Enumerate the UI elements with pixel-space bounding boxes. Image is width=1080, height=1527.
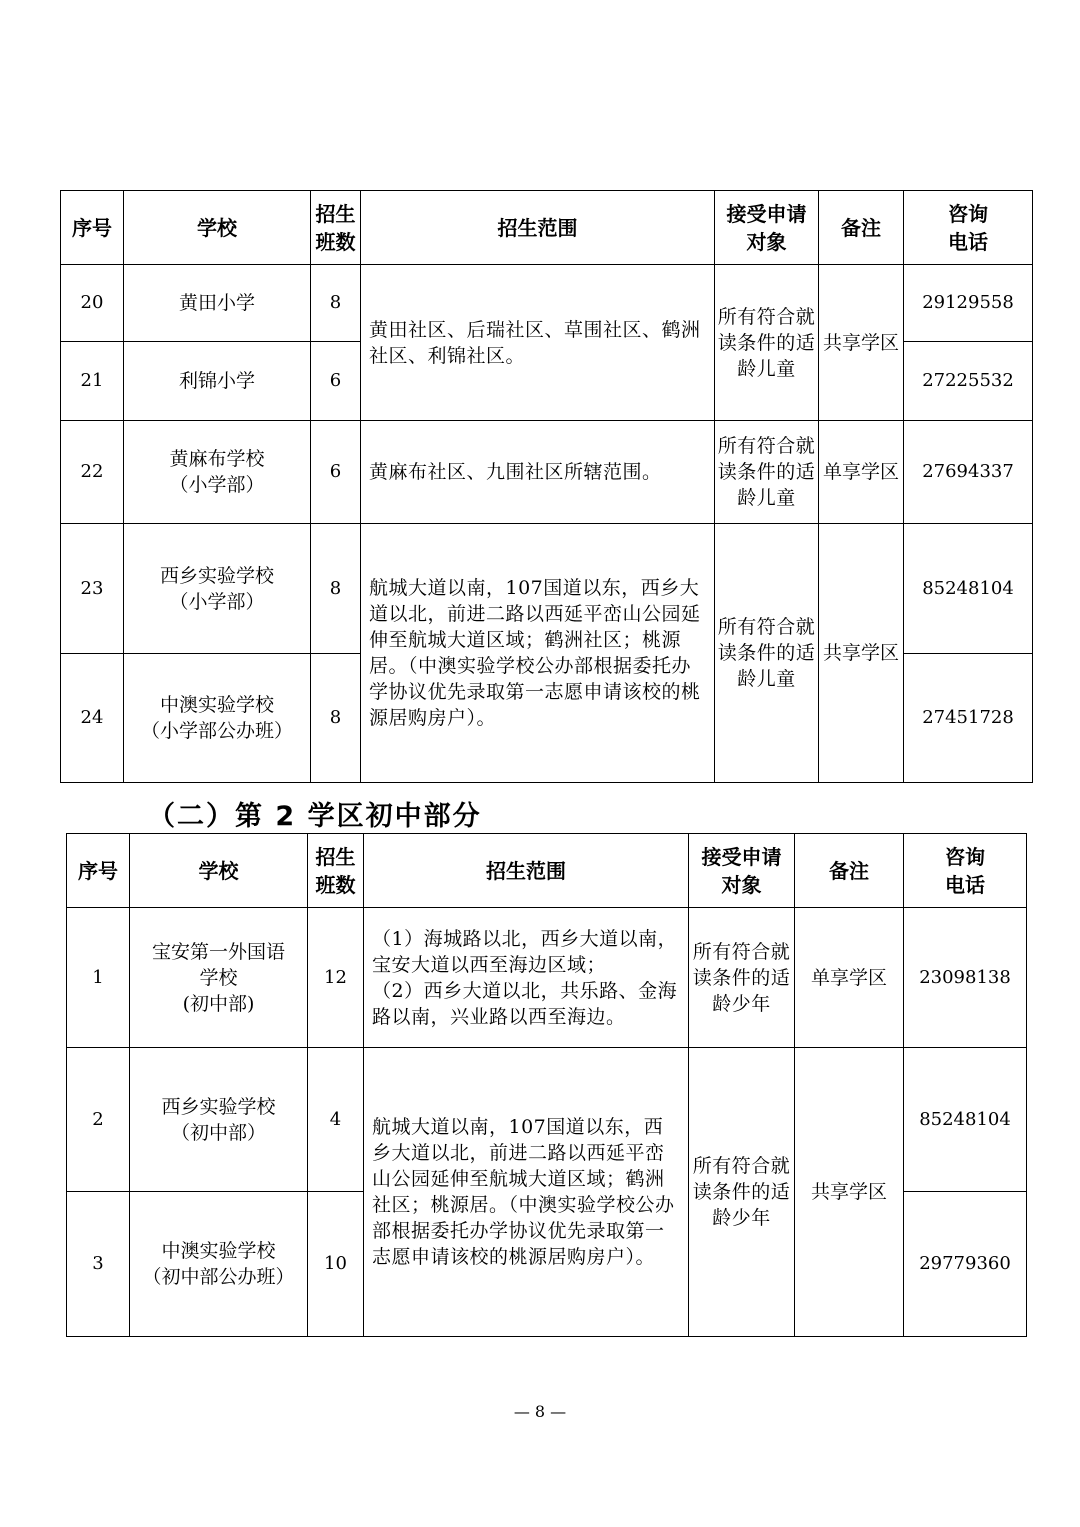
row-phone: 85248104: [904, 524, 1033, 654]
row-phone: 27225532: [904, 342, 1033, 421]
header-target: 接受申请 对象: [689, 834, 795, 908]
row-classes: 12: [308, 908, 364, 1048]
row-phone: 27694337: [904, 421, 1033, 524]
row-note: 共享学区: [795, 1048, 904, 1337]
table-row: [67, 908, 1027, 1048]
row-seq: 24: [61, 654, 124, 783]
row-seq: 3: [67, 1192, 130, 1337]
row-classes: 6: [311, 421, 361, 524]
row-school: 利锦小学: [124, 342, 311, 421]
table-row: [61, 524, 1033, 654]
row-seq: 20: [61, 265, 124, 342]
row-seq: 22: [61, 421, 124, 524]
row-range: 航城大道以南，107国道以东，西乡大道以北，前进二路以西延平峦山公园延伸至航城大道区域；鹤洲社区；桃源居。（中澳实验学校公办部根据委托办学协议优先录取第一志愿申请该校的桃源居购房户）。: [364, 1048, 689, 1337]
row-school: 黄田小学: [124, 265, 311, 342]
header-target: 接受申请 对象: [715, 191, 819, 265]
page-number: — 8 —: [513, 1402, 567, 1421]
header-classes: 招生 班数: [308, 834, 364, 908]
row-phone: 27451728: [904, 654, 1033, 783]
row-note: 单享学区: [795, 908, 904, 1048]
table-header-row: [61, 191, 1033, 265]
row-range: 黄麻布社区、九围社区所辖范围。: [361, 421, 715, 524]
row-note: 共享学区: [819, 265, 904, 421]
row-range: 航城大道以南，107国道以东，西乡大道以北，前进二路以西延平峦山公园延伸至航城大道区域；鹤洲社区；桃源居。（中澳实验学校公办部根据委托办学协议优先录取第一志愿申请该校的桃源居购房户）。: [361, 524, 715, 783]
row-school: 中澳实验学校 （初中部公办班）: [130, 1192, 308, 1337]
row-school: 西乡实验学校 （初中部）: [130, 1048, 308, 1192]
header-note: 备注: [795, 834, 904, 908]
header-school: 学校: [124, 191, 311, 265]
row-target: 所有符合就读条件的适龄少年: [689, 1048, 795, 1337]
header-school: 学校: [130, 834, 308, 908]
row-note: 单享学区: [819, 421, 904, 524]
header-seq: 序号: [67, 834, 130, 908]
table-row: [61, 421, 1033, 524]
row-seq: 23: [61, 524, 124, 654]
header-phone: 咨询 电话: [904, 191, 1033, 265]
row-target: 所有符合就读条件的适龄儿童: [715, 421, 819, 524]
junior-school-table: [66, 833, 1027, 1337]
row-school: 宝安第一外国语 学校 (初中部): [130, 908, 308, 1048]
header-classes: 招生 班数: [311, 191, 361, 265]
header-range: 招生范围: [361, 191, 715, 265]
header-range: 招生范围: [364, 834, 689, 908]
row-classes: 8: [311, 265, 361, 342]
header-seq: 序号: [61, 191, 124, 265]
row-phone: 85248104: [904, 1048, 1027, 1192]
row-classes: 8: [311, 654, 361, 783]
primary-school-table: [60, 190, 1033, 783]
table-row: [61, 265, 1033, 342]
row-target: 所有符合就读条件的适龄儿童: [715, 265, 819, 421]
table-row: [67, 1048, 1027, 1192]
row-target: 所有符合就读条件的适龄儿童: [715, 524, 819, 783]
row-phone: 23098138: [904, 908, 1027, 1048]
row-seq: 2: [67, 1048, 130, 1192]
row-classes: 6: [311, 342, 361, 421]
row-classes: 8: [311, 524, 361, 654]
row-school: 黄麻布学校 （小学部）: [124, 421, 311, 524]
row-seq: 21: [61, 342, 124, 421]
row-seq: 1: [67, 908, 130, 1048]
row-classes: 10: [308, 1192, 364, 1337]
row-phone: 29129558: [904, 265, 1033, 342]
row-school: 中澳实验学校 （小学部公办班）: [124, 654, 311, 783]
row-note: 共享学区: [819, 524, 904, 783]
row-range: 黄田社区、后瑞社区、草围社区、鹤洲社区、利锦社区。: [361, 265, 715, 421]
row-school: 西乡实验学校 （小学部）: [124, 524, 311, 654]
header-phone: 咨询 电话: [904, 834, 1027, 908]
row-range: （1）海城路以北，西乡大道以南，宝安大道以西至海边区域； （2）西乡大道以北，共乐路、金海路以南，兴业路以西至海边。: [364, 908, 689, 1048]
section-title: （二）第 2 学区初中部分: [148, 801, 482, 832]
table-header-row: [67, 834, 1027, 908]
row-target: 所有符合就读条件的适龄少年: [689, 908, 795, 1048]
row-classes: 4: [308, 1048, 364, 1192]
header-note: 备注: [819, 191, 904, 265]
row-phone: 29779360: [904, 1192, 1027, 1337]
